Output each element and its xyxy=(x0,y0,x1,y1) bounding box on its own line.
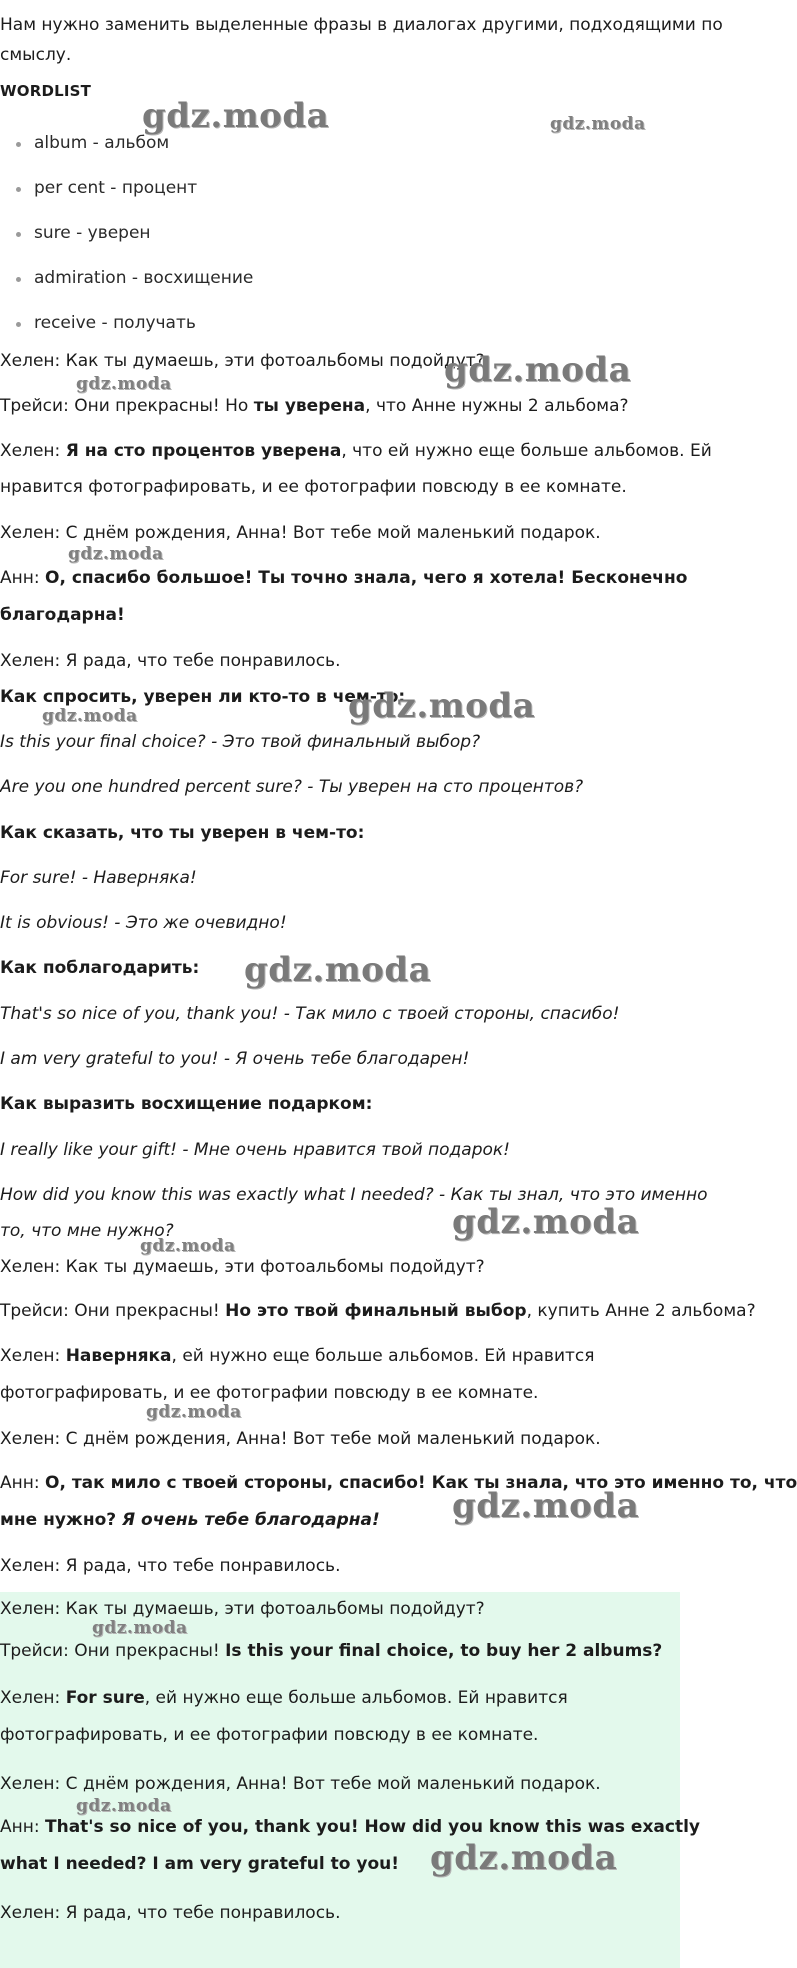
answer-en-line-5b: what I needed? I am very grateful to you! xyxy=(0,1854,399,1874)
phrase-line: I am very grateful to you! - Я очень тебе благодарен! xyxy=(0,1049,470,1069)
watermark: gdz.moda xyxy=(76,1796,172,1816)
answer-ru-line-4: Хелен: С днём рождения, Анна! Вот тебе мой маленький подарок. xyxy=(0,1429,601,1449)
phrase-line: I really like your gift! - Мне очень нравится твой подарок! xyxy=(0,1140,510,1160)
intro-line-2: смыслу. xyxy=(0,45,72,65)
answer-en-line-3: Хелен: For sure, ей нужно еще больше альбомов. Ей нравится xyxy=(0,1688,568,1708)
answer-en-line-5: Анн: That's so nice of you, thank you! How did you know this was exactly xyxy=(0,1817,700,1837)
watermark: gdz.moda xyxy=(452,1202,640,1242)
watermark: gdz.moda xyxy=(430,1838,618,1878)
watermark: gdz.moda xyxy=(140,1236,236,1256)
watermark: gdz.moda xyxy=(244,950,432,990)
answer-en-line-2: Трейси: Они прекрасны! Is this your final choice, to buy her 2 albums? xyxy=(0,1641,663,1661)
original-line-5b: благодарна! xyxy=(0,605,125,625)
original-line-2: Трейси: Они прекрасны! Но ты уверена, что Анне нужны 2 альбома? xyxy=(0,396,629,416)
phrase-line: That's so nice of you, thank you! - Так мило с твоей стороны, спасибо! xyxy=(0,1004,620,1024)
watermark: gdz.moda xyxy=(92,1618,188,1638)
original-line-4: Хелен: С днём рождения, Анна! Вот тебе мой маленький подарок. xyxy=(0,523,601,543)
section-heading-say-sure: Как сказать, что ты уверен в чем-то: xyxy=(0,823,365,843)
wordlist-item: per cent - процент xyxy=(34,178,198,198)
bullet-icon xyxy=(16,187,21,192)
answer-ru-line-5: Анн: О, так мило с твоей стороны, спасибо! Как ты знала, что это именно то, что xyxy=(0,1473,797,1493)
original-line-3: Хелен: Я на сто процентов уверена, что ей нужно еще больше альбомов. Ей xyxy=(0,441,712,461)
answer-en-line-6: Хелен: Я рада, что тебе понравилось. xyxy=(0,1903,341,1923)
bullet-icon xyxy=(16,142,21,147)
bullet-icon xyxy=(16,322,21,327)
original-line-3b: нравится фотографировать, и ее фотографии повсюду в ее комнате. xyxy=(0,477,627,497)
original-line-5: Анн: О, спасибо большое! Ты точно знала, чего я хотела! Бесконечно xyxy=(0,568,688,588)
phrase-line: Are you one hundred percent sure? - Ты уверен на сто процентов? xyxy=(0,777,584,797)
wordlist-title: WORDLIST xyxy=(0,82,92,100)
watermark: gdz.moda xyxy=(142,96,330,136)
watermark: gdz.moda xyxy=(550,114,646,134)
watermark: gdz.moda xyxy=(146,1402,242,1422)
phrase-line: It is obvious! - Это же очевидно! xyxy=(0,913,287,933)
original-line-1: Хелен: Как ты думаешь, эти фотоальбомы подойдут? xyxy=(0,351,485,371)
bullet-icon xyxy=(16,277,21,282)
answer-en-line-1: Хелен: Как ты думаешь, эти фотоальбомы подойдут? xyxy=(0,1599,485,1619)
answer-ru-line-2: Трейси: Они прекрасны! Но это твой финальный выбор, купить Анне 2 альбома? xyxy=(0,1301,756,1321)
wordlist-item: sure - уверен xyxy=(34,223,151,243)
watermark: gdz.moda xyxy=(348,686,536,726)
answer-en-line-3b: фотографировать, и ее фотографии повсюду в ее комнате. xyxy=(0,1725,539,1745)
answer-ru-line-3b: фотографировать, и ее фотографии повсюду в ее комнате. xyxy=(0,1383,539,1403)
answer-en-line-4: Хелен: С днём рождения, Анна! Вот тебе мой маленький подарок. xyxy=(0,1774,601,1794)
watermark: gdz.moda xyxy=(42,706,138,726)
answer-ru-line-1: Хелен: Как ты думаешь, эти фотоальбомы подойдут? xyxy=(0,1257,485,1277)
wordlist-item: receive - получать xyxy=(34,313,196,333)
phrase-line: Is this your final choice? - Это твой финальный выбор? xyxy=(0,732,481,752)
phrase-line: How did you know this was exactly what I needed? - Как ты знал, что это именно xyxy=(0,1185,708,1205)
watermark: gdz.moda xyxy=(68,544,164,564)
bullet-icon xyxy=(16,232,21,237)
wordlist-item: admiration - восхищение xyxy=(34,268,254,288)
intro-line-1: Нам нужно заменить выделенные фразы в диалогах другими, подходящими по xyxy=(0,15,723,35)
section-heading-ask-sure: Как спросить, уверен ли кто-то в чем-то: xyxy=(0,687,406,707)
watermark: gdz.moda xyxy=(452,1486,640,1526)
answer-ru-line-3: Хелен: Наверняка, ей нужно еще больше альбомов. Ей нравится xyxy=(0,1346,595,1366)
original-line-6: Хелен: Я рада, что тебе понравилось. xyxy=(0,651,341,671)
answer-ru-line-6: Хелен: Я рада, что тебе понравилось. xyxy=(0,1556,341,1576)
section-heading-admire-gift: Как выразить восхищение подарком: xyxy=(0,1094,373,1114)
phrase-line: то, что мне нужно? xyxy=(0,1221,174,1241)
watermark: gdz.moda xyxy=(444,350,632,390)
section-heading-thank: Как поблагодарить: xyxy=(0,958,200,978)
wordlist-item: album - альбом xyxy=(34,133,170,153)
answer-ru-line-5b: мне нужно? Я очень тебе благодарна! xyxy=(0,1510,380,1530)
watermark: gdz.moda xyxy=(76,374,172,394)
phrase-line: For sure! - Наверняка! xyxy=(0,868,197,888)
